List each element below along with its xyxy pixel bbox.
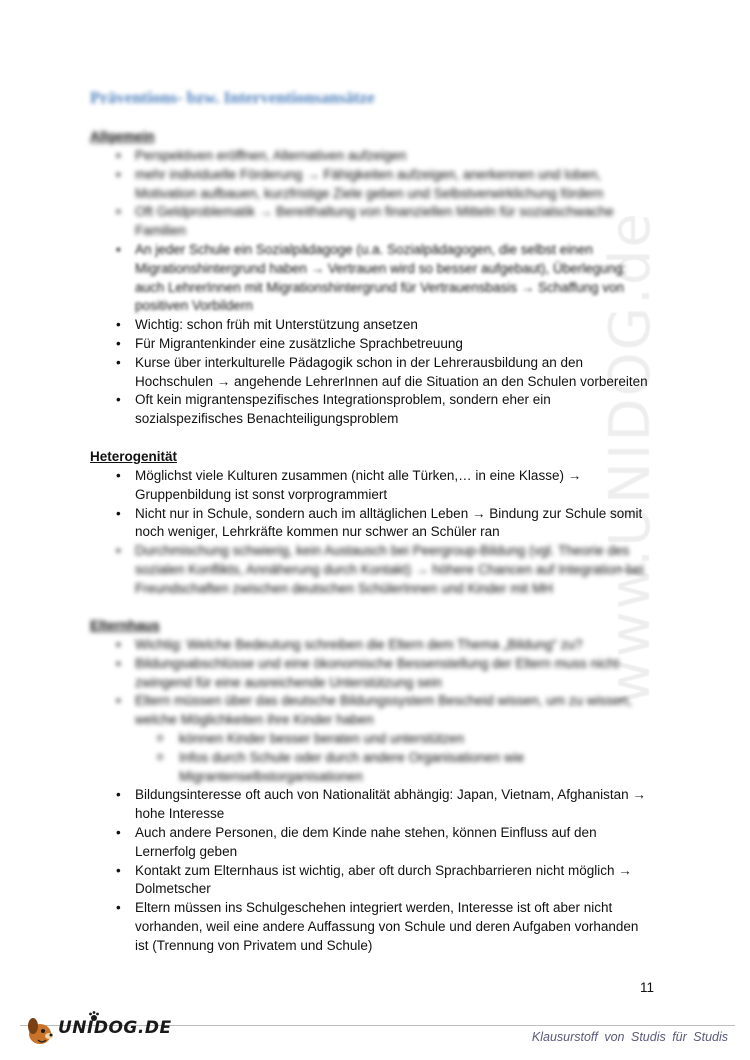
list-item: • Für Migrantenkinder eine zusätzliche Sprachbetreuung xyxy=(90,335,655,354)
list-item: • Wichtig: schon früh mit Unterstützung ansetzen xyxy=(90,316,655,335)
logo-text: UNIDOG.DE xyxy=(58,1018,172,1038)
list-item xyxy=(90,692,655,786)
list-item: • Möglichst viele Kulturen zusammen (nicht alle Türken,… in eine Klasse) → Gruppenbildung ist sonst vorprogrammiert xyxy=(90,467,655,505)
list-item: • Nicht nur in Schule, sondern auch im alltäglichen Leben → Bindung zur Schule somit noch weniger, Lehrkräfte kommen nur schwer an Schüler ran xyxy=(90,505,655,543)
list-item: • mehr individuelle Förderung → Fähigkeiten aufzeigen, anerkennen und loben, Motivation aufbauen, kurzfristige Ziele geben und Selbstverwirklichung fördern xyxy=(90,166,655,204)
list-item: • Eltern müssen ins Schulgeschehen integriert werden, Interesse ist oft aber nicht vorhanden, weil eine andere Auffassung von Schule und deren Aufgaben vorhanden ist (Trennung von Privatem und Schule) xyxy=(90,899,655,955)
section-heading: Elternhaus xyxy=(90,618,160,633)
section-heterogenitaet xyxy=(90,448,655,599)
list-item: • Wichtig: Welche Bedeutung schreiben die Eltern dem Thema „Bildung“ zu? xyxy=(90,636,655,655)
section-elternhaus xyxy=(90,617,655,956)
page-number: 11 xyxy=(640,980,655,995)
list-item: • Auch andere Personen, die dem Kinde nahe stehen, können Einfluss auf den Lernerfolg geben xyxy=(90,824,655,862)
list-item: • Bildungsinteresse oft auch von Nationalität abhängig: Japan, Vietnam, Afghanistan → hohe Interesse xyxy=(90,786,655,824)
watermark: www.UNIDOG.de xyxy=(598,211,663,705)
list-item: • Oft kein migrantenspezifisches Integrationsproblem, sondern eher ein sozialspezifisches Benachteiligungsproblem xyxy=(90,391,655,429)
list-item: • Bildungsabschlüsse und eine ökonomische Bessenstellung der Eltern muss nicht zwingend für eine ausreichende Unterstützung sein xyxy=(90,655,655,693)
footer-slogan: Klausurstoff von Studis für Studis xyxy=(531,1030,728,1044)
list-item-text: Eltern müssen über das deutsche Bildungssystem Bescheid wissen, um zu wissen, welche Möglichkeiten ihre Kinder haben xyxy=(135,693,632,728)
unidog-logo xyxy=(24,1014,172,1048)
list-item: • Kurse über interkulturelle Pädagogik schon in der Lehrerausbildung an den Hochschulen → angehende LehrerInnen auf die Situation an den Schulen vorbereiten xyxy=(90,354,655,392)
list-item: • Kontakt zum Elternhaus ist wichtig, aber oft durch Sprachbarrieren nicht möglich → Dolmetscher xyxy=(90,862,655,900)
list-item: • Perspektiven eröffnen, Alternativen aufzeigen xyxy=(90,147,655,166)
list-item: • Durchmischung schwierig, kein Austausch bei Peergroup-Bildung (vgl. Theorie des sozialen Konflikts, Annäherung durch Kontakt) → höhere Chancen auf Integration bei Freundschaften zwischen deutschen SchülerInnen und Kinder mit MH xyxy=(90,542,655,598)
section-allgemein xyxy=(90,128,655,429)
section-heading: Allgemein xyxy=(90,129,155,144)
sub-list-item: o Infos durch Schule oder durch andere Organisationen wie Migrantenselbstorganisationen xyxy=(135,749,655,787)
list-item: • Oft Geldproblematik → Bereithaltung von finanziellen Mitteln für sozialschwache Familien xyxy=(90,203,655,241)
section-heading: Heterogenität xyxy=(90,449,178,464)
sub-list-item: o können Kinder besser beraten und unterstützen xyxy=(135,730,655,749)
list-item: • An jeder Schule ein Sozialpädagoge (u.a. Sozialpädagogen, die selbst einen Migrationshintergrund haben → Vertrauen wird so besser aufgebaut), Überlegung: auch LehrerInnen mit Migrationshintergrund für Vertrauensbasis → Schaffung von positiven Vorbildern xyxy=(90,241,655,316)
document-title: Präventions- bzw. Interventionsansätze xyxy=(90,88,375,107)
